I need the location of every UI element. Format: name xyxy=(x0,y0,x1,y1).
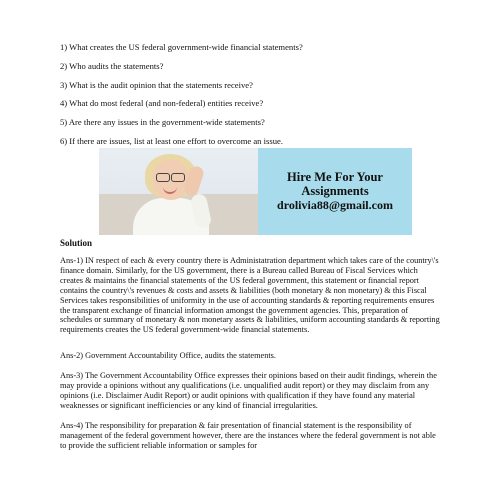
solution-heading: Solution xyxy=(60,238,93,248)
question-6: 6) If there are issues, list at least one effort to overcome an issue. xyxy=(60,136,283,146)
question-4: 4) What do most federal (and non-federal) entities receive? xyxy=(60,98,264,108)
question-2: 2) Who audits the statements? xyxy=(60,61,164,71)
advertisement-banner xyxy=(99,148,412,235)
ad-headline: Hire Me For Your xyxy=(287,170,383,184)
woman-photo xyxy=(99,148,258,235)
ad-text-panel xyxy=(258,148,412,235)
answer-2: Ans-2) Government Accountability Office, audits the statements. xyxy=(60,351,276,360)
ad-email: drolivia88@gmail.com xyxy=(277,198,393,212)
ad-subheadline: Assignments xyxy=(301,184,369,198)
question-3: 3) What is the audit opinion that the statements receive? xyxy=(60,80,253,90)
question-5: 5) Are there any issues in the government-wide statements? xyxy=(60,117,265,127)
answer-3: Ans-3) The Government Accountability Office expresses their opinions based on their audit findings, wherein the may provide a opinions without any qualifications (i.e. unqualified audit report) or they may disclaim from any opinions (i.e. Disclaimer Audit Report) or audit opinions with qualification if they have found any material weaknesses or significant inefficiencies or any kind of financial irregularities. xyxy=(60,371,437,410)
answer-4: Ans-4) The responsibility for preparation & fair presentation of financial statement is the responsibility of management of the federal government however, there are the instances where the federal government is not able to provide the sufficient reliable information or samples for xyxy=(60,421,436,450)
question-1: 1) What creates the US federal government-wide financial statements? xyxy=(60,42,303,52)
answer-1: Ans-1) IN respect of each & every country there is Administatration department which takes care of the country\'s finance domain. Similarly, for the US government, there is a Bureau called Bureau of Fiscal Services which creates & maintains the financial statements of the US federal government, this statement or financial report contains the country\'s revenues & costs and assets & liabilities (both monetary & non monetary) & this Fiscal Services takes responsibilities of uniformity in the use of accounting standards & reporting requirements ensures the transparent exchange of financial information amongst the government agencies. This, preparation of schedules or summary of monetary & non monetary assets & liabilities, uniform accounting standards & reporting requirements creates the US federal government-wide financial statements. xyxy=(60,256,440,335)
